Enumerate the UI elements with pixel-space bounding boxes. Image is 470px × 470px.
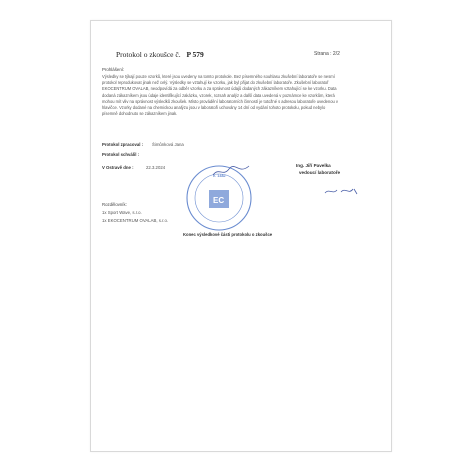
stamp-number: č. 1482: [213, 174, 226, 178]
declaration-text: Výsledky se týkají pouze vzorků, které jsou uvedeny na tomto protokole. Bez písemného souhlasu zkušební laboratoře se nesmí protokol reprodukovat jinak než celý. Výsledky se vztahují ke vzorku, jak byl přijat do zkušební laboratoře. Zkušební laboratoř EKOCENTRUM OVALAB, neodpovídá za odběr vzorku a za správnost údajů dodaných zákazníkem vztahující se ke vzorku. Data dodaná zákazníkem jsou údaje identifikující zakázku, vzorek, rozsah analýz a další data uvedená v poznámce ke vzorkům, která mohou mít vliv na správnost výsledků zkoušek. Místo provádění laboratorních činností je totožné s adresou laboratoře uvedenou v hlavičce. Vzorky dodané na chemickou analýzu jsou v laboratoři uchovány 14 dní od vydání tohoto protokolu, pokud nebylo písemně dohodnuto se zákazníkem jinak.: [102, 74, 338, 117]
protocol-title-text: Protokol o zkoušce č.: [116, 50, 181, 59]
approved-label: Protokol schválil :: [102, 152, 140, 157]
distribution-heading: Rozdělovník:: [102, 202, 127, 207]
protocol-number: P 579: [186, 50, 204, 59]
protocol-title: [116, 50, 204, 59]
approver-role: vedoucí laboratoře: [299, 170, 341, 175]
signature-right: [323, 185, 361, 197]
distribution-item: 1x Sport Wave, s.r.o.: [102, 210, 142, 215]
prepared-label: Protokol zpracoval :: [102, 142, 144, 147]
document-page: [90, 20, 392, 452]
signature-left: [211, 163, 251, 179]
place-value: 22.3.2024: [146, 165, 166, 170]
declaration-heading: Prohlášení:: [102, 67, 125, 72]
place-label: V Ostravě dne :: [102, 165, 134, 170]
prepared-value: Šimůnková Jana: [152, 142, 184, 147]
end-of-results-text: Konec výsledkové části protokolu o zkoušce: [183, 232, 273, 237]
approver-name: Ing. Jiří Pavelka: [296, 163, 331, 168]
svg-text:EC: EC: [213, 196, 225, 205]
distribution-item: 1x EKOCENTRUM OVALAB, s.r.o.: [102, 218, 169, 223]
page-number: Strana : 2/2: [314, 51, 340, 57]
